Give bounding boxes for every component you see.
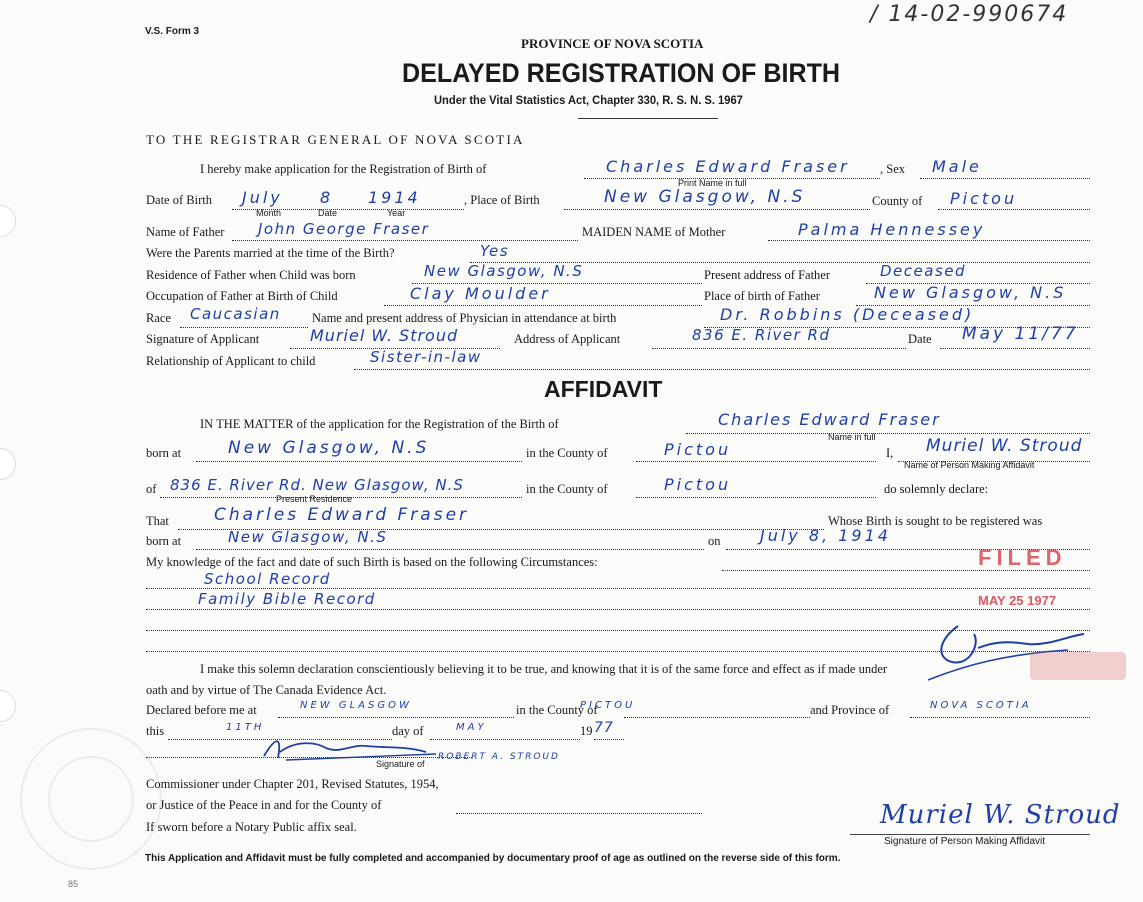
dob-day-field: 8 [320, 188, 334, 207]
red-stamp-smudge [1030, 652, 1126, 680]
in-county-label-3: in the County of [516, 703, 598, 717]
physician-label: Name and present address of Physician in attendance at birth [312, 311, 617, 325]
present-residence-hint: Present Residence [276, 494, 353, 504]
date-label: Date [908, 332, 932, 346]
form-number: V.S. Form 3 [145, 26, 200, 37]
day-field: 11TH [226, 722, 265, 733]
knowledge-label: My knowledge of the fact and date of such Birth is based on the following Circumstances: [146, 555, 598, 569]
affiant-name-hint: Name of Person Making Affidavit [904, 460, 1035, 470]
month-field: MAY [456, 722, 487, 733]
fill-line [940, 348, 1090, 349]
month-hint: Month [256, 208, 282, 218]
fill-line [146, 588, 1090, 589]
commissioner-text: Commissioner under Chapter 201, Revised Statutes, 1954, [146, 777, 439, 791]
fill-line [564, 209, 870, 210]
name-in-full-hint: Name in full [828, 432, 876, 442]
relationship-field: Sister-in-law [370, 348, 482, 366]
declare-label: do solemnly declare: [884, 482, 989, 496]
born-at2-field: New Glasgow, N.S [228, 528, 388, 546]
married-label: Were the Parents married at the time of the Birth? [146, 246, 395, 260]
dob-year-field: 1914 [368, 188, 421, 207]
child-name-field: Charles Edward Fraser [606, 157, 850, 176]
this-label: this [146, 724, 165, 738]
fill-line [652, 348, 906, 349]
filed-stamp: FILED [978, 545, 1067, 570]
that-label: That [146, 514, 169, 528]
county2-field: Pictou [664, 475, 732, 494]
fill-line [938, 209, 1090, 210]
corner-number: 85 [68, 879, 79, 889]
on-date-field: July 8, 1914 [760, 526, 891, 545]
pob-label: , Place of Birth [464, 193, 540, 207]
sig-applicant-label: Signature of Applicant [146, 332, 260, 346]
residence-field: 836 E. River Rd. New Glasgow, N.S [170, 476, 464, 494]
day-of-label: day of [392, 724, 424, 738]
born-at-field: New Glasgow, N.S [228, 438, 430, 458]
born-at-label: born at [146, 446, 182, 460]
pob-field: New Glasgow, N.S [604, 187, 806, 207]
on-label: on [708, 534, 721, 548]
fill-line [146, 757, 472, 758]
in-county-label-2: in the County of [526, 482, 608, 496]
addr-applicant-label: Address of Applicant [514, 332, 621, 346]
affidavit-intro: IN THE MATTER of the application for the Registration of the Birth of [200, 417, 559, 431]
affidavit-heading: AFFIDAVIT [544, 376, 663, 402]
filed-date-stamp: MAY 25 1977 [978, 593, 1057, 608]
province-heading: PROVINCE OF NOVA SCOTIA [521, 36, 704, 51]
county-label: County of [872, 194, 923, 208]
fill-line [146, 609, 1090, 610]
declared-place-field: NEW GLASGOW [300, 700, 412, 711]
occupation-label: Occupation of Father at Birth of Child [146, 289, 338, 303]
year-prefix: 19 [580, 724, 593, 738]
declared-label: Declared before me at [146, 703, 257, 717]
of-label: of [146, 482, 157, 496]
notary-text: If sworn before a Notary Public affix seal. [146, 820, 357, 834]
sig-of-field: ROBERT A. STROUD [438, 752, 560, 762]
subtitle-rule [578, 118, 718, 119]
father-field: John George Fraser [258, 220, 430, 238]
fill-line [920, 178, 1090, 179]
application-intro: I hereby make application for the Registration of Birth of [200, 162, 487, 176]
sex-label: , Sex [880, 162, 905, 176]
whose-birth-label: Whose Birth is sought to be registered was [828, 514, 1043, 528]
county-field: Pictou [950, 189, 1018, 208]
fill-line [768, 240, 1090, 241]
declaration-line-1: I make this solemn declaration conscientiously believing it to be true, and knowing that it is of the same force and effect as if made under [200, 662, 888, 676]
fill-line [232, 240, 578, 241]
page-title: DELAYED REGISTRATION OF BIRTH [402, 58, 841, 88]
fill-line [624, 717, 810, 718]
race-field: Caucasian [190, 305, 281, 323]
commissioner-signature [256, 730, 456, 766]
pob-father-field: New Glasgow, N.S [874, 283, 1067, 302]
notary-seal-inner [48, 756, 134, 842]
occupation-field: Clay Moulder [410, 284, 551, 303]
county3-field: PICTOU [580, 700, 636, 711]
affiant-name-field: Muriel W. Stroud [926, 436, 1083, 456]
justice-text: or Justice of the Peace in and for the County of [146, 798, 382, 812]
fill-line [910, 717, 1090, 718]
affiant-signature-rule [850, 834, 1090, 835]
married-field: Yes [480, 242, 510, 260]
sex-field: Male [932, 157, 982, 176]
fill-line [196, 549, 704, 550]
born-at2-label: born at [146, 534, 182, 548]
fill-line [456, 813, 702, 814]
sig-of-label: Signature of [376, 759, 425, 769]
fill-line [384, 305, 702, 306]
present-addr-label: Present address of Father [704, 268, 831, 282]
punch-hole [0, 690, 16, 722]
affiant-signature: Muriel W. Stroud [880, 800, 1121, 830]
fill-line [180, 327, 308, 328]
father-label: Name of Father [146, 225, 225, 239]
fill-line [354, 369, 1090, 370]
fill-line [636, 497, 876, 498]
page-subtitle: Under the Vital Statistics Act, Chapter 330, R. S. N. S. 1967 [434, 93, 743, 107]
year-hint: Year [387, 208, 406, 218]
res-father-field: New Glasgow, N.S [424, 262, 584, 280]
mother-field: Palma Hennessey [798, 220, 986, 239]
that-name-field: Charles Edward Fraser [214, 505, 470, 525]
res-father-label: Residence of Father when Child was born [146, 268, 356, 282]
physician-field: Dr. Robbins (Deceased) [720, 305, 975, 324]
affidavit-child-name-field: Charles Edward Fraser [718, 410, 941, 429]
dob-month-field: July [242, 188, 283, 207]
pob-father-label: Place of birth of Father [704, 289, 820, 303]
fill-line [686, 433, 1090, 434]
present-addr-field: Deceased [880, 262, 967, 280]
county1-field: Pictou [664, 440, 732, 459]
date-field: May 11/77 [962, 324, 1079, 344]
province-label: and Province of [810, 703, 890, 717]
circumstance-2-field: Family Bible Record [198, 590, 376, 608]
fill-line [594, 739, 624, 740]
punch-hole [0, 448, 16, 480]
race-label: Race [146, 311, 171, 325]
handwritten-number: / 14-02-990674 [870, 2, 1069, 27]
fill-line [278, 717, 514, 718]
registrar-line: TO THE REGISTRAR GENERAL OF NOVA SCOTIA [146, 132, 525, 147]
person-signature-hint: Signature of Person Making Affidavit [884, 836, 1046, 847]
year-field: 77 [594, 720, 614, 736]
relationship-label: Relationship of Applicant to child [146, 354, 316, 368]
date-hint: Date [318, 208, 338, 218]
fill-line [636, 461, 876, 462]
province-field: NOVA SCOTIA [930, 700, 1032, 711]
print-name-hint: Print Name in full [678, 178, 747, 188]
mother-label: MAIDEN NAME of Mother [582, 225, 726, 239]
fill-line [196, 461, 522, 462]
dob-label: Date of Birth [146, 193, 212, 207]
declaration-line-2: oath and by virtue of The Canada Evidence Act. [146, 683, 387, 697]
sig-applicant-field: Muriel W. Stroud [310, 326, 459, 345]
punch-hole [0, 205, 16, 237]
addr-applicant-field: 836 E. River Rd [692, 326, 831, 344]
footer-note: This Application and Affidavit must be fully completed and accompanied by documentary proof of age as outlined on the reverse side of this form. [145, 853, 841, 864]
i-label: I, [886, 446, 894, 460]
circumstance-1-field: School Record [204, 570, 331, 588]
in-county-label: in the County of [526, 446, 608, 460]
